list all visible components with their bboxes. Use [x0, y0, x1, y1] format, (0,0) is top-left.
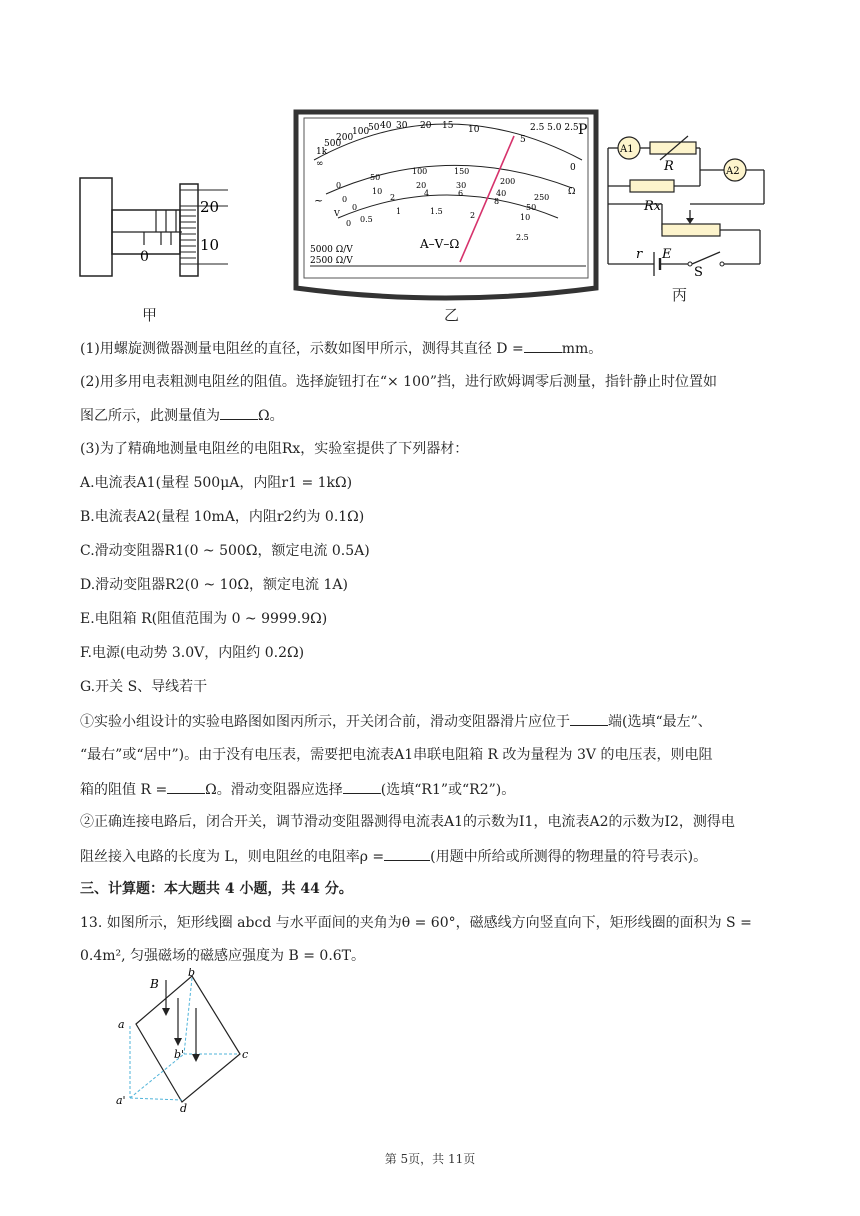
multimeter-low-1: 0.5 — [360, 215, 373, 224]
multimeter-top-0: ∞ — [316, 159, 324, 169]
coil-figure — [112, 968, 262, 1113]
multimeter-top-6: 40 — [380, 121, 392, 131]
multimeter-mid-5: 250 — [534, 193, 550, 202]
multimeter-tilde: ~ — [314, 194, 324, 207]
answer-blank-rheostat[interactable] — [343, 779, 381, 794]
c2-text-b2: (用题中所给或所测得的物理量的符号表示)。 — [430, 849, 708, 865]
c1-text-a2: 端(选填“最左”、 — [608, 714, 712, 730]
multimeter-top-2: 500 — [324, 139, 342, 149]
multimeter-mid2-3: 30 — [456, 181, 467, 190]
multimeter-mid-3: 150 — [454, 167, 470, 176]
option-e: E.电阻箱 R(阻值范围为 0 ~ 9999.9Ω) — [80, 611, 328, 627]
multimeter-top-12: 0 — [570, 163, 576, 173]
c1-line-b: “最右”或“居中”)。由于没有电压表，需要把电流表A1串联电阻箱 R 改为量程为 3V 的电压表，则电阻 — [80, 747, 713, 763]
caption-bing: 丙 — [672, 286, 688, 304]
answer-blank-d[interactable] — [524, 338, 562, 353]
circuit-figure — [604, 126, 774, 286]
multimeter-mid2-1: 10 — [372, 187, 383, 196]
coil-label-a-prime: a' — [116, 1094, 126, 1107]
multimeter-top-9: 15 — [442, 121, 454, 131]
multimeter-omega-top: Ω — [568, 187, 576, 197]
multimeter-low2-5: 10 — [520, 213, 531, 222]
c1-line-c — [80, 779, 515, 800]
multimeter-low2-1: 2 — [390, 193, 396, 202]
multimeter-low-5: 2.5 — [516, 233, 529, 242]
multimeter-label: A–V–Ω — [420, 237, 460, 251]
section-3-heading: 三、计算题：本大题共 4 小题，共 44 分。 — [80, 881, 353, 897]
multimeter-figure — [290, 108, 602, 304]
q1-unit: mm。 — [561, 341, 603, 357]
option-b: B.电流表A2(量程 10mA，内阻r2约为 0.1Ω) — [80, 509, 365, 525]
multimeter-low-2: 1 — [396, 207, 402, 216]
multimeter-mid-0: 0 — [336, 181, 342, 190]
q13-line-a: 13. 如图所示，矩形线圈 abcd 与水平面间的夹角为θ = 60°，磁感线方向竖直向下，矩形线圈的面积为 S = — [80, 915, 752, 931]
coil-label-b: b — [188, 968, 196, 979]
circuit-rx-label: Rx — [644, 199, 662, 214]
c1-text-a: ①实验小组设计的实验电路图如图丙所示，开关闭合前，滑动变阻器滑片应位于 — [80, 714, 570, 730]
q1-line — [80, 338, 602, 359]
multimeter-low2-0: 0 — [352, 203, 358, 212]
micrometer-figure — [78, 170, 238, 280]
q2-text-a: (2)用多用电表粗测电阻丝的阻值。选择旋钮打在“× 100”挡，进行欧姆调零后测量，指针静止时位置如 — [80, 374, 718, 390]
q3-line: (3)为了精确地测量电阻丝的电阻Rx，实验室提供了下列器材： — [80, 441, 469, 457]
q13-line-b: 0.4m², 匀强磁场的磁感应强度为 B = 0.6T。 — [80, 948, 366, 964]
c2-line-b — [80, 846, 707, 867]
option-a: A.电流表A1(量程 500μA，内阻r1 = 1kΩ) — [80, 475, 353, 491]
multimeter-low2-3: 6 — [458, 189, 464, 198]
micrometer-label-10: 10 — [200, 236, 220, 254]
multimeter-mid-4: 200 — [500, 177, 516, 186]
multimeter-top-7: 30 — [396, 121, 408, 131]
micrometer-label-20: 20 — [200, 198, 220, 216]
circuit-a2-label: A2 — [726, 166, 740, 177]
caption-jia: 甲 — [142, 306, 158, 324]
multimeter-low-0: 0 — [346, 219, 352, 228]
multimeter-ohm-per-v-1: 5000 Ω/V — [310, 245, 353, 255]
multimeter-p-mark: P — [578, 122, 588, 138]
q2-unit: Ω。 — [258, 408, 284, 424]
multimeter-top-11: 5 — [520, 135, 526, 145]
multimeter-mid2-2: 20 — [416, 181, 427, 190]
option-f: F.电源(电动势 3.0V，内阻约 0.2Ω) — [80, 645, 305, 661]
circuit-e-label: E — [662, 247, 672, 262]
option-g: G.开关 S、导线若干 — [80, 679, 208, 695]
c1-line-a — [80, 711, 712, 732]
multimeter-low2-4: 8 — [494, 197, 500, 206]
circuit-s-label: S — [694, 265, 703, 280]
coil-label-b-prime: b' — [174, 1048, 185, 1061]
multimeter-mid2-4: 40 — [496, 189, 507, 198]
option-c: C.滑动变阻器R1(0 ~ 500Ω，额定电流 0.5A) — [80, 543, 370, 559]
coil-label-b-field: B — [150, 977, 159, 991]
answer-blank-r[interactable] — [167, 779, 205, 794]
multimeter-top-5: 50 — [368, 123, 380, 133]
coil-label-d: d — [180, 1102, 188, 1113]
option-d: D.滑动变阻器R2(0 ~ 10Ω，额定电流 1A) — [80, 577, 348, 593]
page-footer: 第 5页，共 11页 — [384, 1152, 476, 1166]
c2-text-b: 阻丝接入电路的长度为 L，则电阻丝的电阻率ρ = — [80, 849, 385, 865]
c1-text-c3: (选填“R1”或“R2”)。 — [380, 782, 516, 798]
q2-text-b: 图乙所示，此测量值为 — [80, 408, 220, 424]
answer-blank-slider[interactable] — [570, 711, 608, 726]
multimeter-top-4: 100 — [352, 127, 370, 137]
multimeter-mid2-0: 0 — [342, 195, 348, 204]
multimeter-mid2-5: 50 — [526, 203, 537, 212]
circuit-r-small-label: r — [636, 247, 643, 262]
multimeter-top-3: 200 — [336, 133, 354, 143]
multimeter-corner-text: 2.5 5.0 2.5 — [530, 123, 579, 133]
micrometer-label-0: 0 — [140, 249, 149, 265]
c1-text-c2: Ω。滑动变阻器应选择 — [205, 782, 343, 798]
c1-text-c: 箱的阻值 R = — [80, 782, 168, 798]
q2-line-b — [80, 405, 284, 426]
answer-blank-ohm[interactable] — [220, 405, 258, 420]
multimeter-v-mark: V — [334, 209, 340, 218]
q1-text: (1)用螺旋测微器测量电阻丝的直径，示数如图甲所示，测得其直径 D = — [80, 341, 524, 357]
multimeter-ohm-per-v-2: 2500 Ω/V — [310, 256, 353, 266]
multimeter-low-4: 2 — [470, 211, 476, 220]
q2-line-a — [80, 372, 717, 392]
caption-yi: 乙 — [444, 306, 460, 324]
multimeter-top-10: 10 — [468, 125, 480, 135]
multimeter-mid-2: 100 — [412, 167, 428, 176]
circuit-a1-label: A1 — [620, 144, 634, 155]
multimeter-low2-2: 4 — [424, 189, 430, 198]
multimeter-top-1: 1k — [316, 147, 328, 157]
coil-label-c: c — [242, 1048, 249, 1061]
circuit-r-label: R — [664, 159, 674, 174]
answer-blank-rho[interactable] — [384, 846, 430, 861]
multimeter-top-8: 20 — [420, 121, 432, 131]
multimeter-mid-1: 50 — [370, 173, 381, 182]
coil-label-a: a — [118, 1018, 125, 1031]
c2-line-a: ②正确连接电路后，闭合开关，调节滑动变阻器测得电流表A1的示数为I1，电流表A2的示数为I2，测得电 — [80, 814, 735, 830]
multimeter-low-3: 1.5 — [430, 207, 443, 216]
